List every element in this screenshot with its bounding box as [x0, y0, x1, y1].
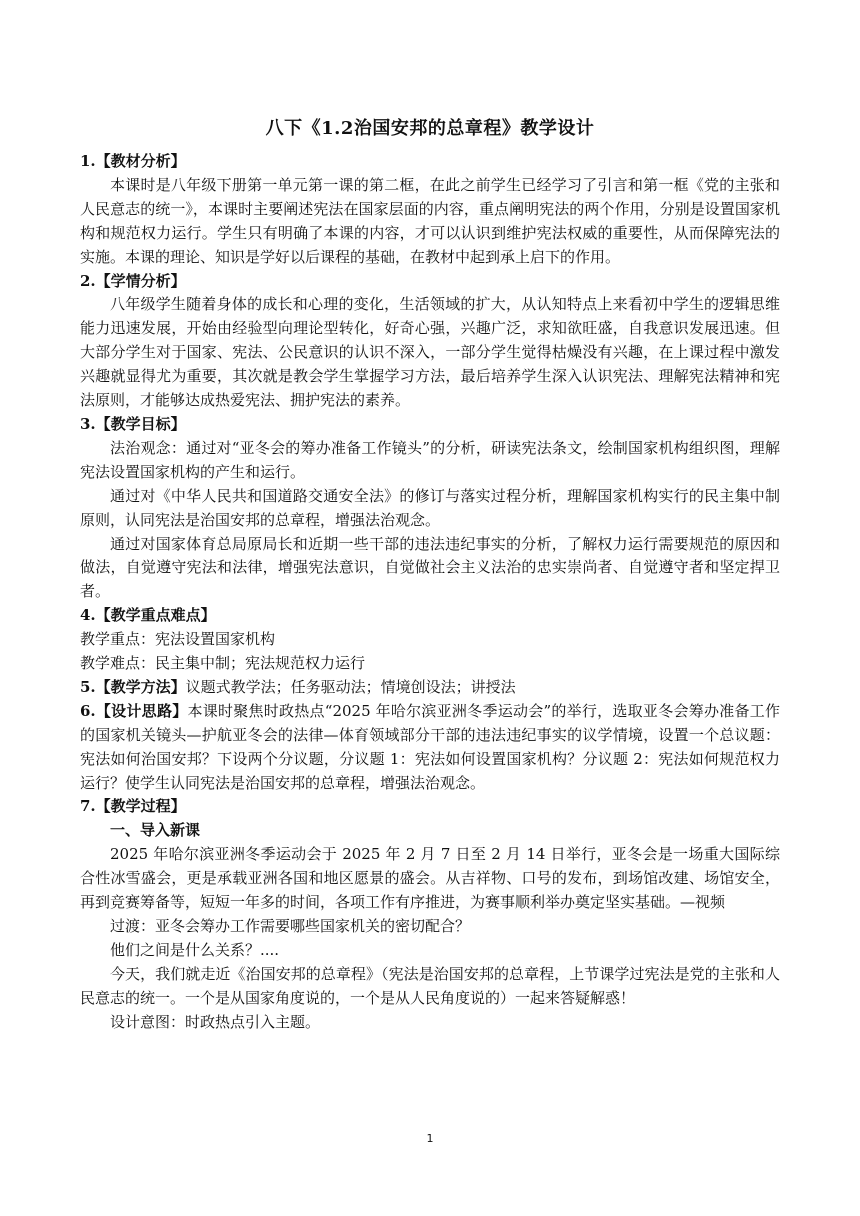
paragraph: 通过对国家体育总局原局长和近期一些干部的违法违纪事实的分析，了解权力运行需要规范的原因和做法，自觉遵守宪法和法律，增强宪法意识，自觉做社会主义法治的忠实崇尚者、自觉遵守者和坚定捍卫者。 — [80, 534, 780, 601]
paragraph: 法治观念：通过对“亚冬会的筹办准备工作镜头”的分析，研读宪法条文，绘制国家机构组织图，理解宪法设置国家机构的产生和运行。 — [80, 438, 780, 481]
paragraph: 过渡：亚冬会筹办工作需要哪些国家机关的密切配合？ — [110, 917, 471, 935]
subheading-intro: 一、导入新课 — [110, 821, 201, 840]
key-point-line: 教学重点：宪法设置国家机构 — [80, 630, 276, 649]
paragraph: 2025 年哈尔滨亚洲冬季运动会于 2025 年 2 月 7 日至 2 月 14 日举行，亚冬会是一场重大国际综合性冰雪盛会，更是承载亚洲各国和地区愿景的盛会。从吉祥物、口号的发布，到场馆改建、场馆安全，再到竞赛筹备等，短短一年多的时间，各项工作有序推进，为赛事顺利举办奠定坚实基础。—视频 — [80, 845, 780, 912]
section-design-ideas — [80, 700, 780, 796]
paragraph: 八年级学生随着身体的成长和心理的变化，生活领域的扩大，从认知特点上来看初中学生的逻辑思维能力迅速发展，开始由经验型向理论型转化，好奇心强，兴趣广泛，求知欲旺盛，自我意识发展迅速。但大部分学生对于国家、宪法、公民意识的认识不深入，一部分学生觉得枯燥没有兴趣，在上课过程中激发兴趣就显得尤为重要，其次就是教会学生掌握学习方法，最后培养学生深入认识宪法、理解宪法精神和宪法原则，才能够达成热爱宪法、拥护宪法的素养。 — [80, 295, 780, 410]
teaching-methods-text: 议题式教学法；任务驱动法；情境创设法；讲授法 — [185, 677, 516, 696]
paragraph: 他们之间是什么关系？.... — [110, 940, 280, 959]
document-body — [80, 150, 780, 1035]
section-heading-textbook-analysis: 1.【教材分析】 — [80, 152, 186, 170]
section-heading-teaching-methods: 5.【教学方法】 — [80, 677, 186, 696]
paragraph: 今天，我们就走近《治国安邦的总章程》（宪法是治国安邦的总章程，上节课学过宪法是党的主张和人民意志的统一。一个是从国家角度说的，一个是从人民角度说的）一起来答疑解惑！ — [80, 964, 780, 1007]
paragraph: 通过对《中华人民共和国道路交通安全法》的修订与落实过程分析，理解国家机构实行的民主集中制原则，认同宪法是治国安邦的总章程，增强法治观念。 — [80, 486, 780, 529]
section-teaching-methods — [80, 676, 780, 700]
document-title: 八下《1.2治国安邦的总章程》教学设计 — [265, 118, 595, 139]
design-intent: 设计意图：时政热点引入主题。 — [110, 1012, 321, 1031]
section-heading-key-points: 4.【教学重点难点】 — [80, 606, 216, 625]
paragraph: 本课时是八年级下册第一单元第一课的第二框，在此之前学生已经学习了引言和第一框《党的主张和人民意志的统一》，本课时主要阐述宪法在国家层面的内容，重点阐明宪法的两个作用，分别是设置国家机构和规范权力运行。学生只有明确了本课的内容，才可以认识到维护宪法权威的重要性，从而保障宪法的实施。本课的理论、知识是学好以后课程的基础，在教材中起到承上启下的作用。 — [80, 175, 780, 266]
difficulty-line: 教学难点：民主集中制；宪法规范权力运行 — [80, 654, 366, 673]
section-heading-design-ideas: 6.【设计思路】 — [80, 701, 188, 720]
design-ideas-text: 本课时聚焦时政热点“2025 年哈尔滨亚洲冬季运动会”的举行，选取亚冬会筹办准备工作的国家机关镜头—护航亚冬会的法律—体育领域部分干部的违法违纪事实的议学情境，设置一个总议题：宪法如何治国安邦？下设两个分议题，分议题 1：宪法如何设置国家机构？分议题 2：宪法如何规范权力运行？使学生认同宪法是治国安邦的总章程，增强法治观念。 — [80, 701, 780, 792]
section-heading-student-analysis: 2.【学情分析】 — [80, 271, 186, 290]
section-heading-teaching-goals: 3.【教学目标】 — [80, 414, 186, 433]
section-heading-teaching-process: 7.【教学过程】 — [80, 797, 186, 816]
page-number: 1 — [426, 1132, 434, 1145]
